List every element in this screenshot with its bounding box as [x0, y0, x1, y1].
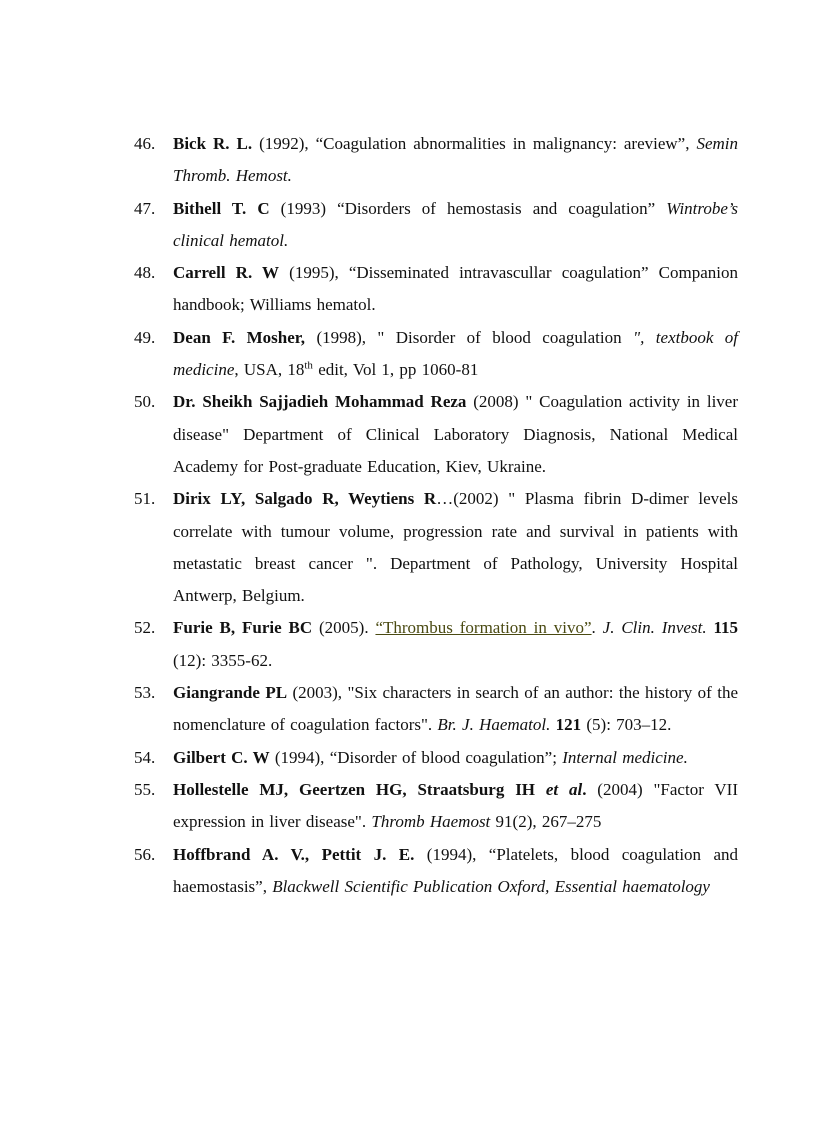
reference-year: (2004)	[586, 779, 654, 799]
reference-text	[173, 483, 738, 612]
reference-text	[173, 612, 738, 677]
reference-title: " Disorder of blood coagulation	[377, 327, 634, 347]
reference-text	[173, 774, 738, 839]
reference-journal: ", textbook of medicine	[173, 327, 738, 380]
reference-number: 51.	[134, 489, 156, 509]
reference-item	[0, 128, 816, 193]
reference-year: (1993)	[269, 198, 338, 218]
reference-text	[173, 386, 738, 483]
reference-authors: Dr. Sheikh Sajjadieh Mohammad Reza	[173, 392, 467, 412]
reference-title: “Disseminated intravascullar coagulation” Companion handbook; Williams hematol.	[173, 263, 739, 315]
reference-pages: (5): 703–12.	[581, 715, 672, 735]
reference-punctuation: .	[582, 779, 587, 799]
reference-year: (1995),	[279, 263, 349, 283]
reference-year: (1998),	[305, 327, 378, 347]
reference-year: (2008)	[466, 392, 526, 412]
reference-year: (1994),	[414, 844, 489, 864]
reference-text	[173, 128, 738, 193]
reference-authors: Dirix LY, Salgado R, Weytiens R	[173, 489, 437, 509]
reference-year: …(2002)	[436, 489, 509, 509]
reference-link[interactable]: “Thrombus formation in vivo”	[375, 618, 592, 638]
reference-text	[173, 193, 738, 258]
reference-volume: 115	[713, 618, 739, 638]
reference-etal: et al	[545, 779, 583, 799]
reference-title: “Coagulation abnormalities in malignancy: areview”,	[315, 134, 690, 153]
reference-item	[0, 193, 816, 258]
reference-authors: Dean F. Mosher,	[173, 327, 306, 347]
reference-title: “Disorder of blood coagulation”;	[329, 747, 563, 767]
reference-text	[173, 257, 738, 322]
reference-list	[0, 128, 816, 903]
reference-year: (1994),	[269, 747, 330, 767]
reference-details: , USA, 18	[234, 360, 305, 380]
reference-authors: Giangrande PL	[173, 683, 288, 703]
reference-item	[0, 742, 816, 774]
reference-journal: Internal medicine.	[562, 747, 688, 767]
reference-item	[0, 612, 816, 677]
reference-journal: Thromb Haemost	[371, 812, 491, 832]
reference-text	[173, 839, 738, 904]
reference-number: 56.	[134, 844, 156, 864]
reference-authors: Bick R. L.	[173, 134, 253, 153]
reference-item	[0, 774, 816, 839]
reference-authors: Gilbert C. W	[173, 747, 270, 767]
reference-number: 55.	[134, 779, 156, 799]
reference-volume: 121	[555, 715, 582, 735]
reference-pages: edit, Vol 1, pp 1060-81	[312, 360, 479, 380]
reference-journal: Br. J. Haematol.	[437, 715, 551, 735]
reference-text	[173, 322, 738, 387]
reference-year: (2003),	[287, 683, 348, 703]
reference-text	[173, 677, 738, 742]
reference-title: "Six characters in search of an author: the history of the nomenclature of coagulation factors".	[173, 683, 738, 735]
reference-authors: Bithell T. C	[173, 198, 270, 218]
reference-authors: Hoffbrand A. V., Pettit J. E.	[173, 844, 415, 864]
reference-title: " Plasma fibrin D-dimer levels correlate with tumour volume, progression rate and survival in patients with metastatic breast cancer ". Department of Pathology, University Hospital Antwerp, Belgium.	[173, 489, 739, 606]
reference-number: 49.	[134, 327, 156, 347]
reference-pages: (12): 3355-62.	[173, 650, 273, 670]
reference-number: 52.	[134, 618, 156, 638]
reference-text	[173, 742, 738, 774]
reference-authors: Furie B, Furie BC	[173, 618, 313, 638]
reference-punctuation: .	[591, 618, 603, 638]
reference-title: " Coagulation activity in liver disease" Department of Clinical Laboratory Diagnosis, National Medical Academy for Post-graduate Education, Kiev, Ukraine.	[173, 392, 738, 476]
reference-title: "Factor VII expression in liver disease".	[173, 779, 738, 832]
reference-journal: Blackwell Scientific Publication Oxford, Essential haematology	[272, 876, 710, 896]
reference-number: 46.	[134, 134, 156, 153]
reference-journal: J. Clin. Invest.	[602, 618, 707, 638]
reference-title: “Platelets, blood coagulation and haemostasis”,	[173, 844, 738, 896]
reference-number: 53.	[134, 683, 156, 703]
reference-number: 48.	[134, 263, 156, 283]
reference-authors: Hollestelle MJ, Geertzen HG, Straatsburg IH	[173, 779, 546, 799]
reference-number: 50.	[134, 392, 156, 412]
reference-item	[0, 386, 816, 483]
reference-number: 47.	[134, 198, 156, 218]
reference-number: 54.	[134, 747, 156, 767]
reference-item	[0, 483, 816, 612]
reference-item	[0, 677, 816, 742]
reference-item	[0, 839, 816, 904]
ordinal-suffix: th	[304, 359, 313, 372]
reference-authors: Carrell R. W	[173, 263, 280, 283]
reference-year: (2005).	[312, 618, 376, 638]
reference-pages: 91(2), 267–275	[490, 812, 602, 832]
reference-journal: Semin Thromb. Hemost.	[173, 134, 738, 186]
reference-title: “Disorders of hemostasis and coagulation”	[337, 198, 656, 218]
reference-item	[0, 322, 816, 387]
reference-item	[0, 257, 816, 322]
reference-year: (1992),	[252, 134, 316, 153]
reference-journal: Wintrobe’s clinical hematol.	[173, 198, 739, 250]
